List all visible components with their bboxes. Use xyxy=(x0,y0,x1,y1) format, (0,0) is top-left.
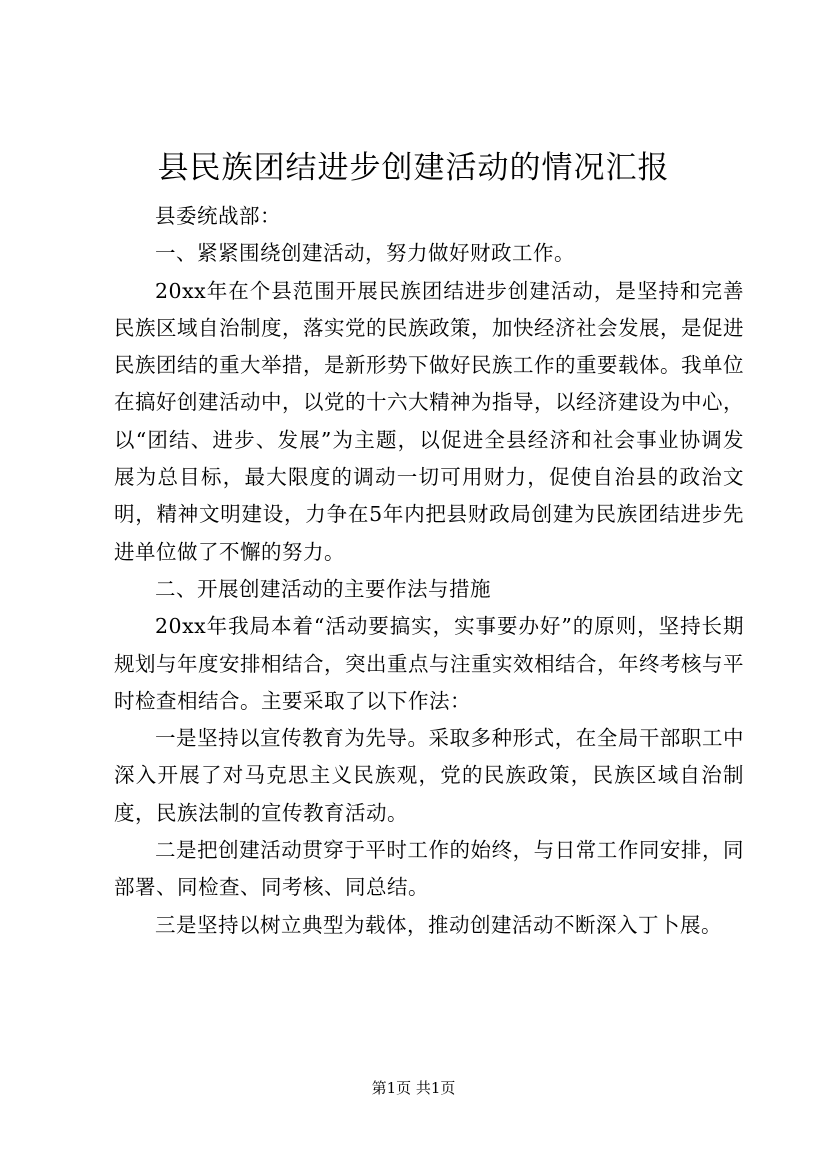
document-title: 县民族团结进步创建活动的情况汇报 xyxy=(157,150,670,186)
paragraph-salutation: 县委统战部： xyxy=(155,204,281,228)
document-body xyxy=(114,198,744,944)
paragraph: 20xx年在个县范围开展民族团结进步创建活动，是坚持和完善民族区域自治制度，落实党的民族政策，加快经济社会发展，是促进民族团结的重大举措，是新形势下做好民族工作的重要载体。我单位在搞好创建活动中，以党的十六大精神为指导，以经济建设为中心，以“团结、进步、发展”为主题，以促进全县经济和社会事业协调发展为总目标，最大限度的调动一切可用财力，促使自治县的政治文明，精神文明建设，力争在5年内把县财政局创建为民族团结进步先进单位做了不懈的努力。 xyxy=(114,278,744,564)
paragraph: 三是坚持以树立典型为载体，推动创建活动不断深入丁卜展。 xyxy=(155,912,722,937)
paragraph: 一是坚持以宣传教育为先导。采取多种形式，在全局干部职工中深入开展了对马克思主义民族观，党的民族政策，民族区域自治制度，民族法制的宣传教育活动。 xyxy=(114,726,744,825)
paragraph-heading-1: 一、紧紧围绕创建活动，努力做好财政工作。 xyxy=(155,241,575,266)
paragraph-heading-2: 二、开展创建活动的主要作法与措施 xyxy=(155,576,491,601)
paragraph: 20xx年我局本着“活动要搞实，实事要办好”的原则，坚持长期规划与年度安排相结合，突出重点与注重实效相结合，年终考核与平时检查相结合。主要采取了以下作法： xyxy=(114,614,744,713)
page-number-footer: 第1页 共1页 xyxy=(371,1079,456,1097)
paragraph: 二是把创建活动贯穿于平时工作的始终，与日常工作同安排，同部署、同检查、同考核、同总结。 xyxy=(114,838,744,900)
